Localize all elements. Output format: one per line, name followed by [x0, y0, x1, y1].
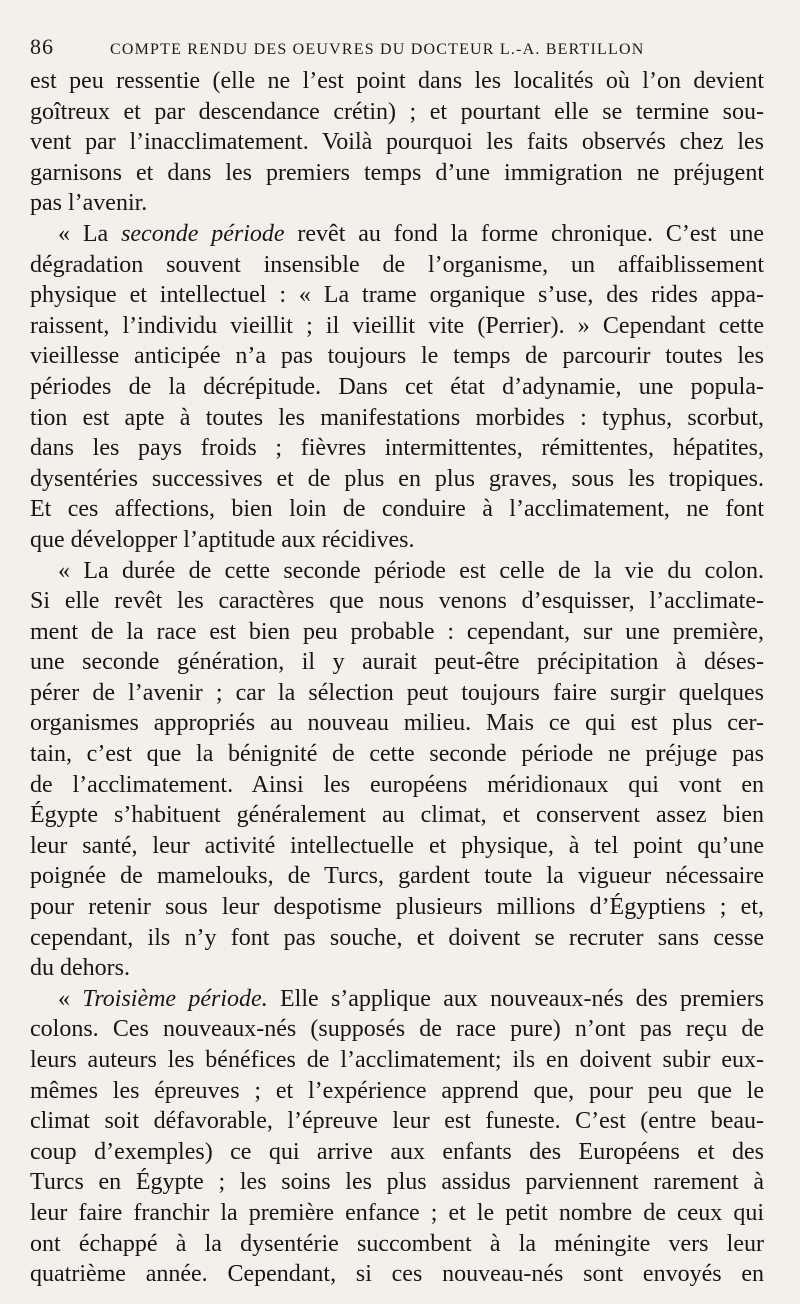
text-line: colons. Ces nouveaux-nés (supposés de race pure) n’ont pas reçu de: [30, 1016, 764, 1043]
text-line: Si elle revêt les caractères que nous venons d’esquisser, l’acclimate-: [30, 588, 764, 615]
lead-text: « La: [58, 220, 122, 247]
text-line: tain, c’est que la bénignité de cette seconde période ne préjuge pas: [30, 741, 764, 768]
text-line: physique et intellectuel : « La trame organique s’use, des rides appa-: [30, 282, 764, 309]
text-line: leurs auteurs les bénéfices de l’acclimatement; ils en doivent subir eux-: [30, 1047, 764, 1073]
text-line: organismes appropriés au nouveau milieu. Mais ce qui est plus cer-: [30, 710, 764, 737]
text-line: mêmes les épreuves ; et l’expérience apprend que, pour peu que le: [30, 1077, 764, 1104]
text-line: cependant, ils n’y font pas souche, et doivent se recruter sans cesse: [30, 924, 764, 951]
running-head: [30, 0, 764, 59]
text-line: pas l’avenir.: [30, 190, 148, 217]
paragraph-3: [30, 556, 764, 984]
text-line: du dehors.: [30, 955, 130, 982]
text-line: est peu ressentie (elle ne l’est point dans les localités où l’on devient: [30, 68, 764, 94]
text-line: climat soit défavorable, l’épreuve leur est funeste. C’est (entre beau-: [30, 1108, 764, 1135]
italic-term: Troisième période.: [82, 985, 268, 1012]
text-line: garnisons et dans les premiers temps d’une immigration ne préjugent: [30, 159, 764, 186]
paragraph-2: [30, 219, 764, 556]
paragraph-4: [30, 984, 764, 1290]
text-line: quatrième année. Cependant, si ces nouveau-nés sont envoyés en: [30, 1261, 764, 1288]
text-line: tion est apte à toutes les manifestations morbides : typhus, scorbut,: [30, 404, 764, 431]
text-line: coup d’exemples) ce qui arrive aux enfants des Européens et des: [30, 1138, 764, 1165]
text-line: dysentéries successives et de plus en plus graves, sous les tropiques.: [30, 465, 764, 492]
text-line: périodes de la décrépitude. Dans cet état d’adynamie, une popula-: [30, 373, 764, 400]
text-line-with-lead: [30, 219, 764, 250]
text-line: pour retenir sous leur despotisme plusieurs millions d’Égyptiens ; et,: [30, 894, 764, 921]
text-line: une seconde génération, il y aurait peut-être précipitation à déses-: [30, 649, 764, 676]
text-line: de l’acclimatement. Ainsi les européens méridionaux qui vont en: [30, 771, 764, 798]
text-line: « La durée de cette seconde période est celle de la vie du colon.: [58, 557, 764, 584]
running-title: COMPTE RENDU DES OEUVRES DU DOCTEUR L.-A. BERTILLON: [110, 41, 645, 58]
body-text: [30, 66, 764, 1290]
text-line: leur faire franchir la première enfance ; et le petit nombre de ceux qui: [30, 1199, 764, 1226]
paragraph-1: [30, 66, 764, 219]
text-line: dans les pays froids ; fièvres intermittentes, rémittentes, hépatites,: [30, 435, 764, 462]
line-rest: revêt au fond la forme chronique. C’est une: [284, 220, 764, 247]
text-line: Turcs en Égypte ; les soins les plus assidus parviennent rarement à: [30, 1169, 764, 1196]
text-line: leur santé, leur activité intellectuelle et physique, à tel point qu’une: [30, 832, 764, 859]
text-line: goîtreux et par descendance crétin) ; et pourtant elle se termine sou-: [30, 98, 764, 125]
text-line: ment de la race est bien peu probable : cependant, sur une première,: [30, 618, 764, 645]
text-line: ont échappé à la dysentérie succombent à la méningite vers leur: [30, 1230, 764, 1257]
text-line: Égypte s’habituent généralement au climat, et conservent assez bien: [30, 802, 764, 829]
text-line-with-lead: [30, 984, 764, 1015]
page-number: 86: [30, 34, 54, 59]
text-line: vieillesse anticipée n’a pas toujours le temps de parcourir toutes les: [30, 343, 764, 370]
text-line: que développer l’aptitude aux récidives.: [30, 526, 415, 553]
text-line: pérer de l’avenir ; car la sélection peut toujours faire surgir quelques: [30, 679, 764, 706]
line-rest: Elle s’applique aux nouveaux-nés des premiers: [267, 985, 764, 1012]
text-line: raissent, l’individu vieillit ; il vieillit vite (Perrier). » Cependant cette: [30, 312, 764, 339]
text-line: Et ces affections, bien loin de conduire à l’acclimatement, ne font: [30, 496, 764, 523]
lead-text: «: [58, 985, 83, 1012]
text-line: dégradation souvent insensible de l’organisme, un affaiblissement: [30, 251, 764, 278]
italic-term: seconde période: [121, 220, 285, 247]
text-line: vent par l’inacclimatement. Voilà pourquoi les faits observés chez les: [30, 129, 764, 156]
text-line: poignée de mamelouks, de Turcs, gardent toute la vigueur nécessaire: [30, 863, 764, 890]
